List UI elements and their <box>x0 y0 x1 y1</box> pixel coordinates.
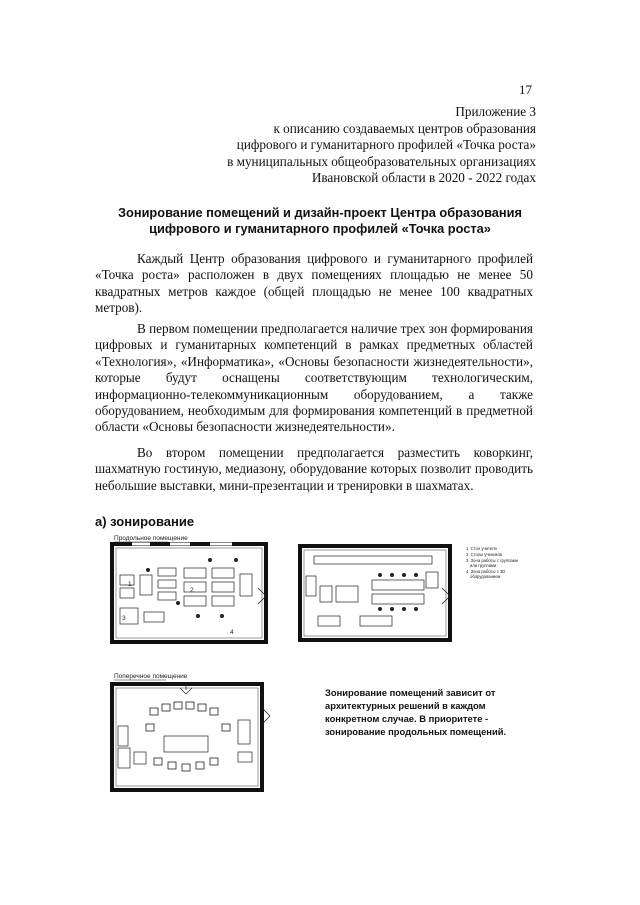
legend-item: оборудованием <box>470 574 501 579</box>
plan-legend <box>466 546 519 579</box>
title-line: Зонирование помещений и дизайн-проект Центра образования <box>118 205 522 220</box>
caption-line: зонирование продольных помещений. <box>325 726 507 737</box>
subheading-zoning: а) зонирование <box>95 514 195 529</box>
caption-line: конкретном случае. В приоритете - <box>325 713 489 724</box>
zone-label: 3 <box>122 615 126 622</box>
zone-label: 1 <box>128 581 132 588</box>
legend-item: или группами <box>470 563 497 568</box>
plan-transverse <box>112 673 270 790</box>
plan-longitudinal-variant <box>300 546 519 640</box>
page-number: 17 <box>519 82 532 97</box>
zone-label: 2 <box>190 587 194 594</box>
plan-label: Поперечное помещение <box>114 673 188 680</box>
plan-longitudinal <box>112 535 266 642</box>
zone-label: 4 <box>230 629 234 636</box>
paragraph-text: В первом помещении предполагается наличие трех зон формирования цифровых и гуманитарных компетенций в рамках предметных областей «Технология», «Информатика», «Основы безопасности жизнедеятельности», которые будут оснащены соответствующим технологическим, информационно-телекоммуникационным оборудованием, а также оборудованием, необходимым для формирования компетенций в предметной области «Основы безопасности жизнедеятельности». <box>95 321 533 435</box>
plan-label: Продольное помещение <box>114 535 188 542</box>
legend-item: 3. Зона работы с группами <box>466 558 518 563</box>
appendix-line: Ивановской области в 2020 - 2022 годах <box>311 170 536 186</box>
caption-line: архитектурных решений в каждом <box>325 700 486 711</box>
appendix-line: в муниципальных общеобразовательных организациях <box>227 153 536 169</box>
legend-item: 4. Зона работы с 3D <box>466 569 506 574</box>
appendix-line: Приложение 3 <box>455 104 536 119</box>
appendix-line: цифрового и гуманитарного профилей «Точка роста» <box>236 137 536 153</box>
legend-item: 1. Стол учителя <box>466 546 497 551</box>
title-line: цифрового и гуманитарного профилей «Точка роста» <box>149 221 491 236</box>
caption-line: Зонирование помещений зависит от <box>325 687 496 698</box>
appendix-line: к описанию создаваемых центров образования <box>273 120 536 136</box>
paragraph-text: Каждый Центр образования цифрового и гуманитарного профилей «Точка роста» расположен в двух помещениях площадью не менее 50 квадратных метров каждое (общей площадью не менее 100 квадратных метров). <box>95 251 533 316</box>
legend-item: 2. Столы учеников <box>466 552 503 557</box>
plan-caption <box>325 686 525 738</box>
paragraph-text: Во втором помещении предполагается разместить коворкинг, шахматную гостиную, медиазону, оборудование которых позволит проводить небольшие выставки, мини-презентации и тренировки в шахматах. <box>95 445 533 493</box>
